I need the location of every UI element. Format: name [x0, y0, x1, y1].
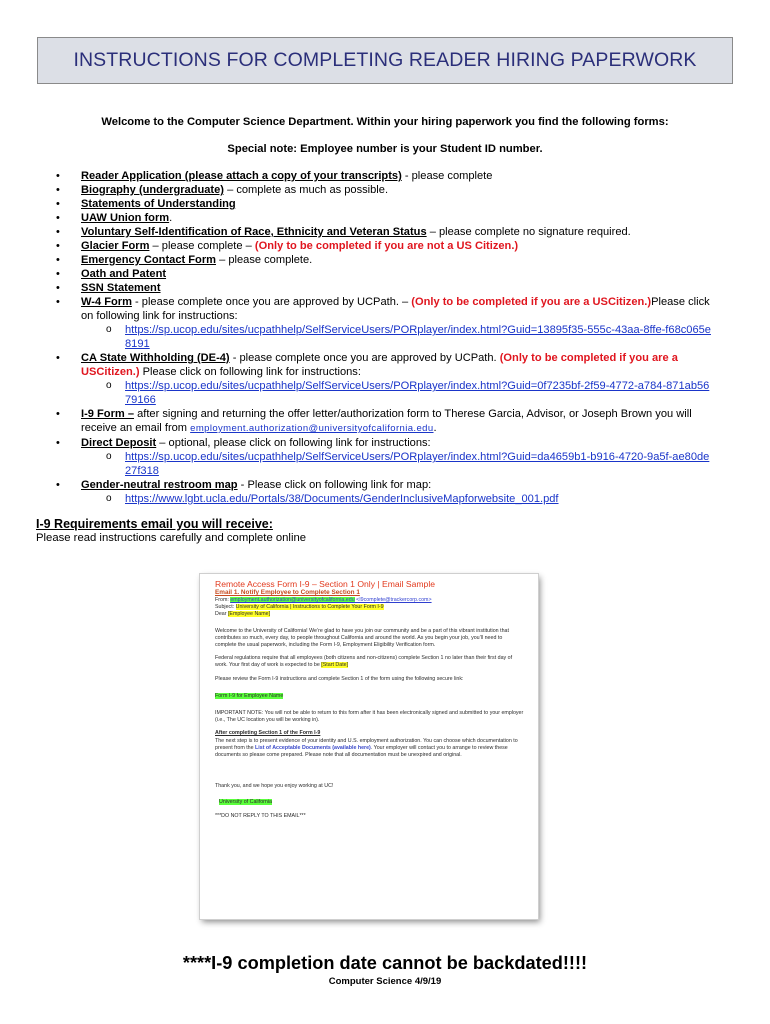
forms-list: [54, 169, 714, 506]
title-banner: [37, 37, 733, 84]
email-paragraph-welcome: Welcome to the University of California! We’re glad to have you join our community and be a part of this vibrant institution that contributes so much, every day, to people throughout California and around the world. As you begin your job, you’ll need to complete the usual paperwork, including the Form I-9, Employment Eligibility Verification form.: [215, 627, 509, 649]
form-uaw-link[interactable]: UAW Union form: [81, 212, 170, 224]
footer-note: Computer Science 4/9/19: [328, 976, 442, 987]
form-biography-link[interactable]: Biography (undergraduate): [81, 184, 224, 196]
email-paragraph-review: Please review the Form I-9 instructions and complete Section 1 of the form using the following secure link:: [215, 675, 464, 682]
list-item-ssn: [54, 281, 714, 295]
email-sample-title: Remote Access Form I-9 – Section 1 Only | Email Sample: [215, 579, 436, 589]
list-item-glacier: • Glacier Form – please complete – (Only to be completed if you are not a US Citizen.): [54, 239, 714, 253]
email-signature: University of California: [219, 799, 272, 806]
email-thanks: Thank you, and we hope you enjoy working at UC!: [215, 783, 334, 790]
list-item-emergency-contact: • Emergency Contact Form – please complete.: [54, 253, 714, 267]
page-title: INSTRUCTIONS FOR COMPLETING READER HIRING PAPERWORK: [73, 49, 697, 71]
form-self-identification-link[interactable]: Voluntary Self-Identification of Race, Ethnicity and Veteran Status: [81, 226, 427, 238]
direct-deposit-instructions-link[interactable]: https://sp.ucop.edu/sites/ucpathhelp/SelfServiceUsers/PORplayer/index.html?Guid=da4659b1-b916-4720-9a5f-ae80de27f318: [125, 451, 710, 477]
restroom-map-link[interactable]: https://www.lgbt.ucla.edu/Portals/38/Documents/GenderInclusiveMapforwebsite_001.pdf: [125, 493, 559, 505]
w4-instructions-link[interactable]: https://sp.ucop.edu/sites/ucpathhelp/SelfServiceUsers/PORplayer/index.html?Guid=13895f35-555c-43aa-8ffe-f68c065e8191: [125, 324, 711, 350]
email-after-heading: After completing Section 1 of the Form I-9: [215, 730, 321, 737]
email-subject-line: Subject: University of California | Instructions to Complete Your Form I-9: [215, 604, 384, 611]
email-paragraph-important: IMPORTANT NOTE: You will not be able to return to this form after it has been electronically signed and submitted to your employer (i.e., The UC location you will be working in).: [215, 710, 524, 724]
form-statements-link[interactable]: Statements of Understanding: [81, 198, 236, 210]
form-reader-application-link[interactable]: Reader Application (please attach a copy of your transcripts): [81, 170, 402, 182]
form-restroom-map-link[interactable]: Gender-neutral restroom map: [81, 479, 238, 491]
form-ssn-link[interactable]: SSN Statement: [81, 282, 161, 294]
form-w4-link[interactable]: W-4 Form: [81, 296, 132, 308]
list-item-reader-application: • Reader Application (please attach a copy of your transcripts) - please complete: [54, 169, 714, 183]
welcome-text: Welcome to the Computer Science Department. Within your hiring paperwork you find the following forms:: [101, 116, 669, 128]
special-note: Special note: Employee number is your Student ID number.: [227, 143, 543, 155]
list-item-de4: • CA State Withholding (DE-4) - please complete once you are approved by UCPath. (Only to be completed if you are a USCitizen.) Please click on following link for instructions: o https://sp.ucop.edu/sites/ucpathhelp/SelfServiceUsers/PORplayer/index.html?Guid=0f7235bf-2f59-4772-a784-871ab5679166: [54, 351, 714, 407]
email-secure-link: Form I-9 for Employee Name: [215, 692, 284, 699]
form-direct-deposit-link[interactable]: Direct Deposit: [81, 437, 157, 449]
email-sample-image: [200, 574, 538, 919]
form-glacier-link[interactable]: Glacier Form: [81, 240, 150, 252]
list-item-i9: • I-9 Form – after signing and returning the offer letter/authorization form to Therese Garcia, Advisor, or Joseph Brown you will receive an email from employment.authorization@universityofcalifornia.edu.: [54, 407, 714, 436]
form-oath-link[interactable]: Oath and Patent: [81, 268, 167, 280]
i9-requirements-subtext: Please read instructions carefully and complete online: [36, 532, 307, 544]
de4-note: (Only to be completed if you are a USCitizen.): [81, 352, 678, 378]
list-item-restroom-map: • Gender-neutral restroom map - Please click on following link for map: o https://www.lgbt.ucla.edu/Portals/38/Documents/GenderInclusiveMapforwebsite_001.pdf: [54, 478, 714, 506]
list-item-biography: • Biography (undergraduate) – complete as much as possible.: [54, 183, 714, 197]
list-item-direct-deposit: • Direct Deposit – optional, please click on following link for instructions: o https://sp.ucop.edu/sites/ucpathhelp/SelfServiceUsers/PORplayer/index.html?Guid=da4659b1-b916-4720-9a5f-ae80de27f318: [54, 436, 714, 478]
de4-instructions-link[interactable]: https://sp.ucop.edu/sites/ucpathhelp/SelfServiceUsers/PORplayer/index.html?Guid=0f7235bf-2f59-4772-a784-871ab5679166: [125, 380, 710, 406]
form-i9-link[interactable]: I-9 Form –: [81, 408, 135, 420]
w4-note: (Only to be completed if you are a USCitizen.): [411, 296, 652, 308]
email-paragraph-regulations: Federal regulations require that all employees (both citizens and non-citizens) complete Section 1 no later than their first day of work. Your first day of work is expected to be [Start Date]: [215, 655, 513, 669]
list-item-oath: [54, 267, 714, 281]
list-item-w4: • W-4 Form - please complete once you are approved by UCPath. – (Only to be completed if you are a USCitizen.)Please click on following link for instructions: o https://sp.ucop.edu/sites/ucpathhelp/SelfServiceUsers/PORplayer/index.html?Guid=13895f35-555c-43aa-8ffe-f68c065e8191: [54, 295, 714, 351]
glacier-note: (Only to be completed if you are not a US Citizen.): [254, 240, 519, 252]
form-emergency-contact-link[interactable]: Emergency Contact Form: [81, 254, 217, 266]
list-item-self-identification: • Voluntary Self-Identification of Race, Ethnicity and Veteran Status – please complete no signature required.: [54, 225, 714, 239]
i9-requirements-heading: I-9 Requirements email you will receive:: [36, 517, 273, 531]
email-from-line: From: employment.authorization@universityofcalifornia.edu <I9complete@trackercorp.com>: [215, 597, 432, 603]
email-sample-heading: Email 1. Notify Employee to Complete Section 1: [215, 589, 360, 596]
employment-authorization-email-link[interactable]: employment.authorization@universityofcalifornia.edu: [190, 423, 434, 434]
form-de4-link[interactable]: CA State Withholding (DE-4): [81, 352, 230, 364]
backdate-warning: ****I-9 completion date cannot be backdated!!!!: [182, 953, 588, 973]
list-item-uaw: • UAW Union form.: [54, 211, 714, 225]
email-dear-line: Dear [Employee Name]: [215, 611, 271, 618]
email-paragraph-next-step: The next step is to present evidence of your identity and U.S. employment authorization. You can choose which documentation to present from the List of Acceptable Documents (available here). Your employer will contact you to arrange to review these documents so please come prepared. Please note that all documentation must be unexpired and original.: [215, 737, 518, 759]
list-item-statements: [54, 197, 714, 211]
email-noreply: ***DO NOT REPLY TO THIS EMAIL***: [215, 812, 306, 819]
